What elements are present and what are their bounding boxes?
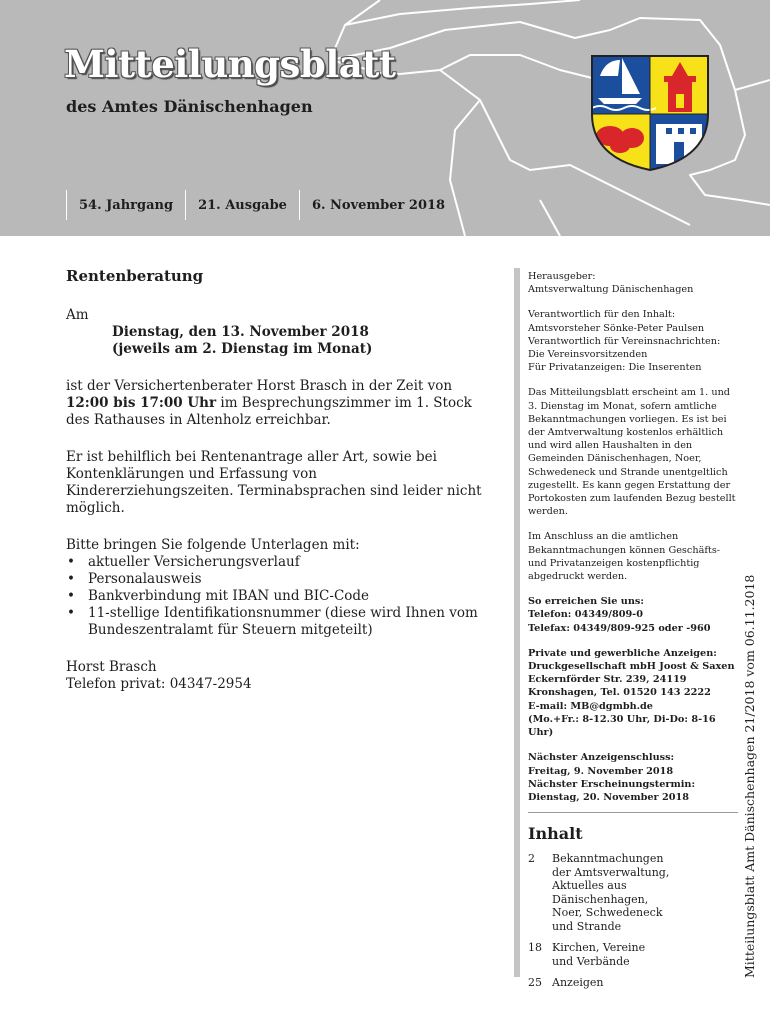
issue-info-row xyxy=(66,190,457,220)
office-hours: 12:00 bis 17:00 Uhr xyxy=(66,395,217,411)
documents-intro: Bitte bringen Sie folgende Unterlagen mit: xyxy=(66,537,360,553)
toc-page-number: 2 xyxy=(528,852,535,866)
responsible-line: Für Privatanzeigen: Die Inserenten xyxy=(528,362,702,374)
publisher-block xyxy=(528,270,738,296)
toc-entry-text: Kirchen, Vereine und Verbände xyxy=(552,941,646,968)
paragraph-text: ist der Versichertenberater Horst Brasch in der Zeit von xyxy=(66,378,453,394)
documents-list xyxy=(66,554,486,639)
contact-phone: Telefon: 04349/809-0 xyxy=(528,609,643,621)
signature-name: Horst Brasch xyxy=(66,659,157,675)
advertising-block xyxy=(528,647,738,739)
ads-company: Druckgesellschaft mbH Joost & Saxen xyxy=(528,661,735,673)
responsible-block xyxy=(528,308,738,374)
next-issue-label: Nächster Erscheinungstermin: xyxy=(528,778,696,790)
ads-address: Eckernförder Str. 239, 24119 Kronshagen, Tel. 01520 143 2222 xyxy=(528,674,711,699)
ads-notice: Im Anschluss an die amtlichen Bekanntmachungen können Geschäfts- und Privatanzeigen kostenpflichtig abgedruckt werden. xyxy=(528,531,721,583)
responsible-label: Verantwortlich für den Inhalt: xyxy=(528,309,676,321)
list-item: • Bankverbindung mit IBAN und BIC-Code xyxy=(66,588,486,605)
list-item: • 11-stellige Identifikationsnummer (diese wird Ihnen vom Bundeszentralamt für Steuern mitgeteilt) xyxy=(66,605,486,639)
deadline-block xyxy=(528,751,738,804)
masthead-title: Mitteilungsblatt xyxy=(64,42,396,86)
toc-entry-text: Bekanntmachungen der Amtsverwaltung, Aktuelles aus Dänischenhagen, Noer, Schwedeneck und Strande xyxy=(552,852,670,933)
responsible-line: Verantwortlich für Vereinsnachrichten: xyxy=(528,335,721,347)
coat-of-arms-icon xyxy=(590,54,710,172)
appointment-recurrence: (jeweils am 2. Dienstag im Monat) xyxy=(112,341,373,357)
responsible-line: Amtsvorsteher Sönke-Peter Paulsen xyxy=(528,322,705,334)
toc-item xyxy=(528,852,738,933)
toc-entry-text: Anzeigen xyxy=(552,976,604,990)
vertical-edition-label: Mitteilungsblatt Amt Dänischenhagen 21/2018 vom 06.11.2018 xyxy=(742,574,757,978)
contact-block xyxy=(528,595,738,635)
ads-email: E-mail: MB@dgmbh.de xyxy=(528,700,653,712)
signature-phone: Telefon privat: 04347-2954 xyxy=(66,676,252,692)
issue-date-label: 6. November 2018 xyxy=(299,190,457,220)
contents-title: Inhalt xyxy=(528,824,583,844)
toc-item xyxy=(528,976,738,990)
volume-label: 54. Jahrgang xyxy=(66,190,185,220)
sidebar-divider xyxy=(514,268,520,977)
masthead-subtitle: des Amtes Dänischenhagen xyxy=(66,97,313,116)
publisher-label: Herausgeber: xyxy=(528,271,596,282)
contact-label: So erreichen Sie uns: xyxy=(528,596,644,608)
toc-item xyxy=(528,941,738,968)
ads-label: Private und gewerbliche Anzeigen: xyxy=(528,647,717,659)
list-item: • Personalausweis xyxy=(66,571,486,588)
contact-fax: Telefax: 04349/809-925 oder -960 xyxy=(528,622,711,634)
publication-info: Das Mitteilungsblatt erscheint am 1. und 3. Dienstag im Monat, sofern amtliche Bekanntmachungen vorliegen. Es ist bei der Amtverwaltung kostenlos erhältlich und wird allen Haushalten in den Gemeinden Dänischenhagen, Noer, Schwedeneck und Strande unentgeltlich zugestellt. Es kann gegen Erstattung der Portokosten zum laufenden Bezug bestellt werden. xyxy=(528,387,736,518)
deadline-label: Nächster Anzeigenschluss: xyxy=(528,752,675,764)
article-am: Am xyxy=(66,307,89,323)
next-issue-date: Dienstag, 20. November 2018 xyxy=(528,791,689,803)
toc-page-number: 18 xyxy=(528,941,542,955)
ads-hours: (Mo.+Fr.: 8-12.30 Uhr, Di-Do: 8-16 Uhr) xyxy=(528,713,716,739)
publisher-name: Amtsverwaltung Dänischenhagen xyxy=(528,284,694,296)
sidebar-rule xyxy=(528,812,738,813)
issue-number-label: 21. Ausgabe xyxy=(185,190,299,220)
masthead xyxy=(0,0,770,236)
responsible-line: Die Vereinsvorsitzenden xyxy=(528,349,648,361)
article xyxy=(66,268,486,693)
deadline-date: Freitag, 9. November 2018 xyxy=(528,765,674,777)
imprint-sidebar xyxy=(528,270,738,998)
paragraph-text: im Besprechungszimmer im 1. Stock des Rathauses in Altenholz erreichbar. xyxy=(66,395,472,428)
list-item: • aktueller Versicherungsverlauf xyxy=(66,554,486,571)
toc-page-number: 25 xyxy=(528,976,542,990)
article-paragraph-time xyxy=(66,378,486,429)
article-paragraph-help: Er ist behilflich bei Rentenantrage aller Art, sowie bei Kontenklärungen und Erfassung von Kindererziehungszeiten. Terminabsprachen sind leider nicht möglich. xyxy=(66,449,482,516)
article-heading: Rentenberatung xyxy=(66,267,204,285)
appointment-date: Dienstag, den 13. November 2018 xyxy=(112,324,369,340)
